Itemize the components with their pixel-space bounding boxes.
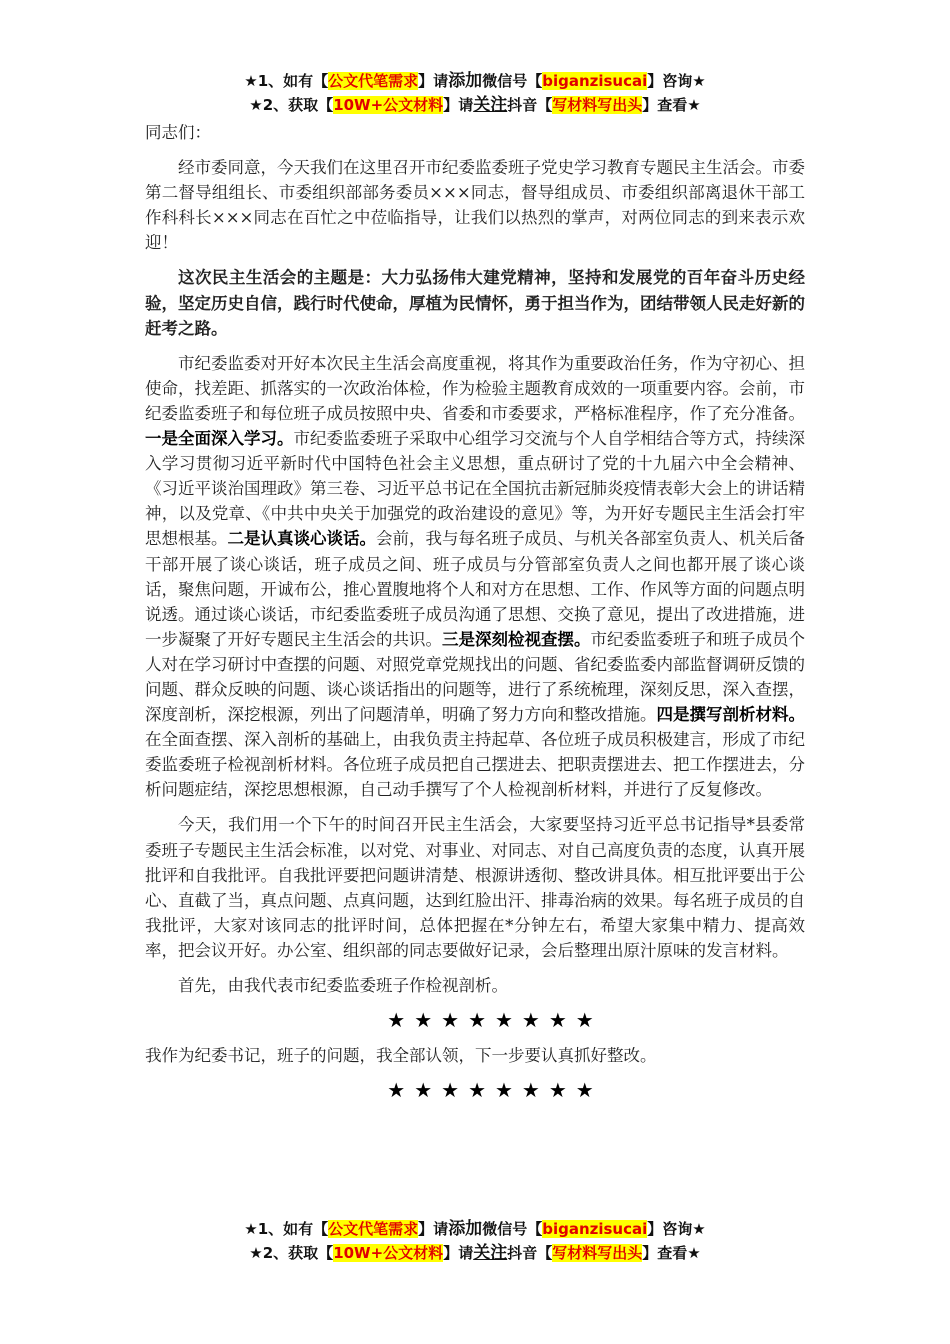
paragraph-closing: 我作为纪委书记，班子的问题，我全部认领，下一步要认真抓好整改。: [145, 1046, 657, 1066]
point-heading-4: 四是撰写剖析材料。: [656, 705, 805, 725]
point-heading-2: 二是认真谈心谈话。: [227, 529, 376, 549]
promo-text: 】请: [443, 96, 474, 114]
paragraph-text: 市纪委监委对开好本次民主生活会高度重视，将其作为重要政治任务，作为守初心、担使命，找差距、抓落实的一次政治体检，作为检验主题教育成效的一项重要内容。会前，市纪委监委班子和每位班子成员按照中央、省委和市委要求，严格标准程序，作了充分准备。: [145, 353, 805, 423]
promo-highlight: 10W+公文材料: [333, 96, 444, 114]
promo-douyin-id: 写材料写出头: [552, 96, 643, 114]
promo-douyin-id: 写材料写出头: [552, 1244, 643, 1262]
promo-highlight: 公文代笔需求: [328, 1220, 419, 1238]
paragraph-requirements: 今天，我们用一个下午的时间召开民主生活会，大家要坚持习近平总书记指导*县委常委班子专题民主生活会标准，以对党、对事业、对同志、对自己高度负责的态度，认真开展批评和自我批评。自我批评要把问题讲清楚、根源讲透彻、整改讲具体。相互批评要出于公心、直截了当，真点问题、点真问题，达到红脸出汗、排毒治病的效果。每名班子成员的自我批评，大家对该同志的批评时间，总体把握在*分钟左右，希望大家集中精力、提高效率，把会议开好。办公室、组织部的同志要做好记录，会后整理出原汁原味的发言材料。: [145, 815, 805, 960]
promo-wechat-id: biganzisucai: [542, 1220, 648, 1238]
point-heading-1: 一是全面深入学习。: [145, 429, 294, 449]
promo-emphasis: 关注: [473, 95, 508, 115]
promo-emphasis: 关注: [473, 1243, 508, 1263]
promo-text: 微信号【: [482, 72, 543, 90]
paragraph-preparation: [145, 351, 805, 803]
speech-body: [145, 120, 805, 1113]
promo-text: 微信号【: [482, 1220, 543, 1238]
promo-highlight: 10W+公文材料: [333, 1244, 444, 1262]
promo-text: ★2、获取【: [249, 96, 334, 114]
promo-line-2: [0, 94, 950, 116]
promo-emphasis: 添加: [448, 1219, 483, 1239]
point-heading-3: 三是深刻检视查摆。: [442, 629, 591, 649]
promo-line-2-bottom: [0, 1242, 950, 1264]
promo-text: 】请: [418, 72, 449, 90]
promo-text: ★1、如有【: [244, 1220, 329, 1238]
paragraph-text: 市纪委监委班子和班子成员个人对在学习研讨中查摆的问题、对照党章党规找出的问题、省纪委监委内部监督调研反馈的问题、群众反映的问题、谈心谈话指出的问题等，进行了系统梳理，深刻反思，深入查摆，深度剖析，深挖根源，列出了问题清单，明确了努力方向和整改措施。: [145, 629, 805, 725]
promo-line-1-bottom: [0, 1218, 950, 1240]
paragraph-text: 在全面查摆、深入剖析的基础上，由我负责主持起草、各位班子成员积极建言，形成了市纪委监委班子检视剖析材料。各位班子成员把自己摆进去、把职责摆进去、把工作摆进去，分析问题症结，深挖思想根源，自己动手撰写了个人检视剖析材料，并进行了反复修改。: [145, 730, 805, 800]
promo-text: 】查看★: [642, 1244, 701, 1262]
promo-text: 抖音【: [507, 96, 553, 114]
paragraph-theme: 这次民主生活会的主题是：大力弘扬伟大建党精神，坚持和发展党的百年奋斗历史经验，坚定历史自信，践行时代使命，厚植为民情怀，勇于担当作为，团结带领人民走好新的赶考之路。: [145, 268, 805, 338]
promo-text: 】咨询★: [647, 1220, 706, 1238]
promo-text: 】请: [443, 1244, 474, 1262]
promo-text: ★2、获取【: [249, 1244, 334, 1262]
promo-highlight: 公文代笔需求: [328, 72, 419, 90]
paragraph-first: 首先，由我代表市纪委监委班子作检视剖析。: [178, 976, 508, 995]
star-divider: ★★★★★★★★: [387, 1008, 603, 1033]
promo-emphasis: 添加: [448, 71, 483, 91]
star-divider: ★★★★★★★★: [387, 1078, 603, 1103]
promo-line-1: [0, 70, 950, 92]
paragraph-opening: 经市委同意，今天我们在这里召开市纪委监委班子党史学习教育专题民主生活会。市委第二督导组组长、市委组织部部务委员×××同志，督导组成员、市委组织部离退休干部工作科科长×××同志在百忙之中莅临指导，让我们以热烈的掌声，对两位同志的到来表示欢迎！: [145, 158, 805, 253]
promo-wechat-id: biganzisucai: [542, 72, 648, 90]
promo-text: 】咨询★: [647, 72, 706, 90]
paragraph-text: 会前，我与每名班子成员、与机关各部室负责人、机关后备干部开展了谈心谈话，班子成员之间、班子成员与分管部室负责人之间也都开展了谈心谈话，聚焦问题，开诚布公，推心置腹地将个人和对方在思想、工作、作风等方面的问题点明说透。通过谈心谈话，市纪委监委班子成员沟通了思想、交换了意见，提出了改进措施，进一步凝聚了开好专题民主生活会的共识。: [145, 529, 805, 649]
promo-text: 】查看★: [642, 96, 701, 114]
promo-text: 】请: [418, 1220, 449, 1238]
salutation: 同志们：: [145, 123, 211, 142]
promo-text: ★1、如有【: [244, 72, 329, 90]
paragraph-text: 市纪委监委班子采取中心组学习交流与个人自学相结合等方式，持续深入学习贯彻习近平新时代中国特色社会主义思想，重点研讨了党的十九届六中全会精神、《习近平谈治国理政》第三卷、习近平总书记在全国抗击新冠肺炎疫情表彰大会上的讲话精神，以及党章、《中共中央关于加强党的政治建设的意见》等，为开好专题民主生活会打牢思想根基。: [145, 429, 805, 549]
promo-text: 抖音【: [507, 1244, 553, 1262]
